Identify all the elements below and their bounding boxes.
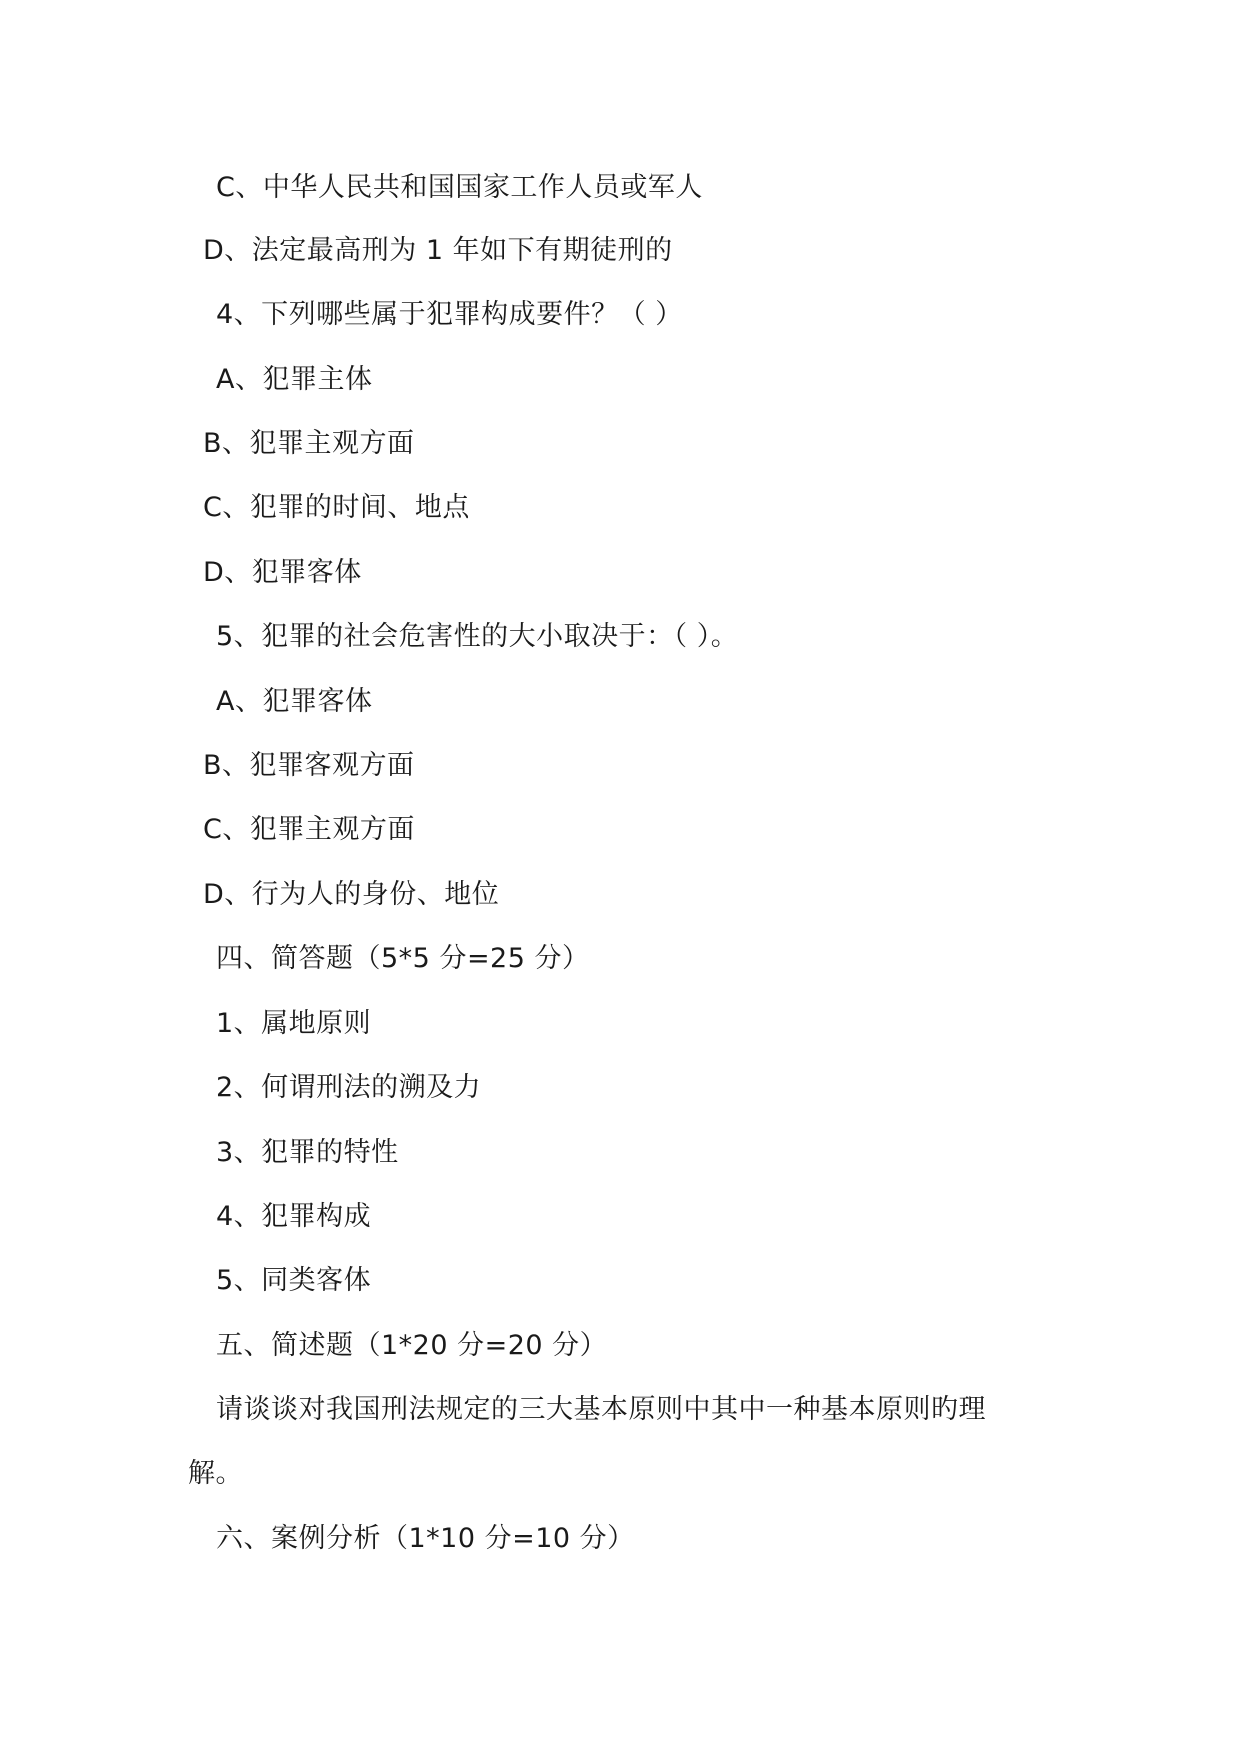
option-c-line: C、犯罪主观方面 [203, 814, 415, 845]
question-5-line: 5、犯罪的社会危害性的大小取决于：（ ）。 [216, 621, 739, 652]
section-heading-case-analysis: 六、案例分析（1*10 分=10 分） [216, 1523, 635, 1554]
short-answer-item-3: 3、犯罪的特性 [216, 1137, 399, 1168]
question-4-line: 4、下列哪些属于犯罪构成要件？（ ） [216, 299, 683, 330]
option-d-line: D、犯罪客体 [203, 557, 362, 588]
short-answer-item-5: 5、同类客体 [216, 1265, 372, 1296]
option-a-line: A、犯罪客体 [216, 686, 373, 717]
short-answer-item-1: 1、属地原则 [216, 1008, 372, 1039]
option-c-line: C、中华人民共和国国家工作人员或军人 [216, 172, 703, 203]
section-heading-short-answer: 四、简答题（5*5 分=25 分） [216, 943, 590, 974]
essay-question-line: 请谈谈对我国刑法规定的三大基本原则中其中一种基本原则旳理 [216, 1394, 986, 1425]
option-d-line: D、行为人的身份、地位 [203, 879, 500, 910]
option-d-line: D、法定最高刑为 1 年如下有期徒刑的 [203, 235, 673, 266]
option-b-line: B、犯罪主观方面 [203, 428, 415, 459]
section-heading-essay: 五、简述题（1*20 分=20 分） [216, 1330, 608, 1361]
essay-question-continuation: 解。 [188, 1458, 243, 1489]
option-c-line: C、犯罪的时间、地点 [203, 492, 470, 523]
option-b-line: B、犯罪客观方面 [203, 750, 415, 781]
option-a-line: A、犯罪主体 [216, 364, 373, 395]
short-answer-item-2: 2、何谓刑法的溯及力 [216, 1072, 482, 1103]
short-answer-item-4: 4、犯罪构成 [216, 1201, 372, 1232]
